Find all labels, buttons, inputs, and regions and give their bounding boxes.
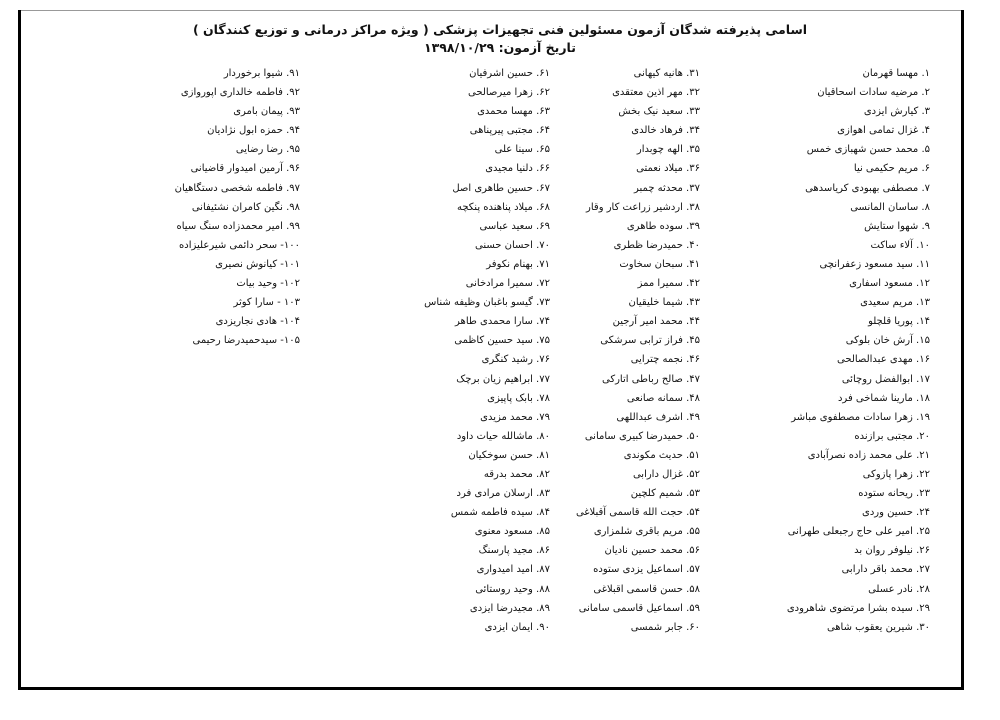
list-item: ۶۴. مجتبی پیرپناهی (469, 125, 550, 137)
list-item: ۱۰۲- وحید بیات (236, 278, 300, 290)
list-item: ۷۱. بهنام نکوفر (486, 258, 550, 270)
list-item: ۵۵. مریم باقری شلمزاری (593, 526, 700, 538)
list-item: ۱۰۱- کیانوش نصیری (215, 258, 300, 270)
list-item: ۸۹. مجیدرضا ایزدی (469, 602, 550, 614)
list-item: ۱۰۵- سیدحمیدرضا رحیمی (192, 335, 300, 347)
list-item: ۶۳. مهسا محمدی (477, 106, 550, 118)
list-item: ۹۶. آرمین امیدوار قاضیانی (190, 163, 300, 175)
list-item: ۴۲. سمیرا ممز (637, 278, 700, 290)
list-item: ۳۵. الهه چوبدار (636, 144, 700, 156)
list-item: ۵۷. اسماعیل یزدی ستوده (593, 564, 700, 576)
list-item: ۲. مرضیه سادات اسحاقیان (817, 87, 930, 99)
list-item: ۶۶. دلنیا مجیدی (485, 163, 550, 175)
exam-date: تاریخ آزمون: ۱۳۹۸/۱۰/۲۹ (424, 40, 576, 55)
list-item: ۶۰. جابر شمسی (630, 621, 700, 633)
list-item: ۷۵. سید حسین کاظمی (454, 335, 550, 347)
list-item: ۱۵. آرش خان بلوکی (845, 335, 930, 347)
list-item: ۸۱. حسن سوخکیان (468, 449, 550, 461)
list-item: ۸۸. وحید روستائی (475, 583, 550, 595)
list-item: ۴۴. محمد امیر آرجین (612, 316, 700, 328)
list-item: ۸۵. مسعود معنوی (474, 526, 550, 538)
list-item: ۵۰. حمیدرضا کبیری سامانی (584, 430, 700, 442)
list-item: ۲۸. نادر عسلی (868, 583, 930, 595)
list-item: ۵۸. حسن قاسمی اقبلاغی (593, 583, 700, 595)
list-item: ۱۹. زهرا سادات مصطفوی مباشر (791, 411, 930, 423)
document-title: اسامی پذیرفته شدگان آزمون مسئولین فنی تجهیزات پزشکی ( ویژه مراکز درمانی و توزیع کنندگان ) (192, 22, 808, 37)
list-item: ۴۶. نجمه چترایی (630, 354, 700, 366)
list-item: ۲۳. ریحانه ستوده (858, 488, 930, 500)
list-item: ۴۳. شیما خلیقیان (628, 297, 700, 309)
list-item: ۷۲. سمیرا مرادخانی (465, 278, 550, 290)
list-item: ۵۳. شمیم کلچین (630, 488, 700, 500)
list-item: ۴۵. فراز ترابی سرشکی (600, 335, 700, 347)
list-item: ۱. مهسا قهرمان (862, 68, 930, 79)
list-item: ۷۸. بابک پاپیزی (487, 392, 550, 404)
list-item: ۱۰۳ - سارا کوثر (233, 297, 300, 309)
list-item: ۸۷. امید امیدواری (476, 564, 550, 576)
list-item: ۴۷. صالح رباطی اتارکی (602, 373, 700, 385)
list-item: ۳۶. میلاد نعمتی (636, 163, 700, 175)
list-item: ۶۲. زهرا میرصالحی (468, 87, 550, 99)
list-item: ۷۰. احسان حسنی (474, 239, 550, 251)
list-item: ۸. ساسان المانسی (850, 201, 930, 213)
list-item: ۳۱. هانیه کیهانی (633, 68, 700, 79)
list-item: ۹۲. فاطمه خالداری اپوروازی (180, 87, 300, 99)
list-item: ۱۰. آلاء ساکت (870, 239, 930, 251)
list-item: ۴۹. اشرف عبداللهی (616, 411, 700, 423)
names-column-1 (730, 64, 930, 637)
list-item: ۲۵. امیر علی حاج رجبعلی طهرانی (787, 526, 930, 538)
list-item: ۸۳. ارسلان مرادی فرد (456, 488, 550, 500)
list-item: ۲۲. زهرا پازوکی (862, 468, 930, 480)
list-item: ۸۲. محمد بدرقه (483, 468, 550, 480)
list-item: ۵۶. محمد حسین نادیان (604, 545, 700, 557)
list-item: ۵۲. غزال دارابی (632, 468, 700, 480)
list-item: ۴۸. سمانه صانعی (626, 392, 700, 404)
list-item: ۸۴. سیده فاطمه شمس (450, 507, 550, 519)
list-item: ۳۳. سعید نیک بخش (618, 106, 700, 118)
list-item: ۶۷. حسین طاهری اصل (452, 182, 550, 194)
list-item: ۲۱. علی محمد زاده نصرآبادی (807, 449, 930, 461)
list-item: ۱۰۰- سحر دائمی شیرعلیزاده (179, 239, 300, 251)
list-item: ۳۷. محدثه چمبر (634, 182, 700, 194)
list-item: ۸۶. مجید پارسنگ (478, 545, 550, 557)
list-item: ۴. غزال تمامی اهوازی (837, 125, 930, 137)
list-item: ۳۴. فرهاد خالدی (631, 125, 700, 137)
list-item: ۲۰. مجتبی برازنده (854, 430, 930, 442)
list-item: ۲۴. حسین وردی (862, 507, 930, 519)
list-item: ۲۶. نیلوفر روان بد (854, 545, 930, 557)
list-item: ۹۴. حمزه ابول نژادیان (207, 125, 300, 137)
names-column-3 (350, 64, 550, 637)
list-item: ۵۴. حجت الله قاسمی آقبلاغی (575, 507, 700, 519)
list-item: ۴۱. سبحان سخاوت (619, 258, 700, 270)
list-item: ۷۴. سارا محمدی طاهر (455, 316, 550, 328)
list-item: ۷۶. رشید کنگری (481, 354, 550, 366)
list-item: ۱۱. سید مسعود زعفرانچی (819, 258, 930, 270)
list-item: ۹۷. فاطمه شخصی دستگاهیان (174, 182, 300, 194)
list-item: ۷۷. ابراهیم زیان برچک (456, 373, 550, 385)
list-item: ۶۸. میلاد پناهنده پنکچه (456, 201, 550, 213)
list-item: ۹. شهوا ستایش (864, 220, 930, 232)
list-item: ۸۰. ماشالله حیات داود (456, 430, 550, 442)
list-item: ۷۳. گیسو باغبان وظیفه شناس (424, 297, 550, 309)
list-item: ۱۷. ابوالفضل روچائی (841, 373, 930, 385)
list-item: ۱۶. مهدی عبدالصالحی (837, 354, 930, 366)
list-item: ۹۰. ایمان ایزدی (484, 621, 550, 633)
list-item: ۹۳. پیمان بامری (233, 106, 300, 118)
list-item: ۷. مصطفی بهبودی کریاسدهی (805, 182, 930, 194)
list-item: ۶۱. حسین اشرفیان (469, 68, 550, 79)
list-item: ۷۹. محمد مزیدی (480, 411, 550, 423)
list-item: ۳. کیارش ایزدی (863, 106, 930, 118)
list-item: ۳۹. سوده طاهری (626, 220, 700, 232)
list-item: ۶. مریم حکیمی نیا (853, 163, 930, 175)
list-item: ۲۹. سیده بشرا مرتضوی شاهرودی (786, 602, 930, 614)
list-item: ۵. محمد حسن شهبازی خمس (806, 144, 930, 156)
list-item: ۱۳. مریم سعیدی (860, 297, 930, 309)
list-item: ۱۴. پوریا قلچلو (868, 316, 930, 328)
list-item: ۹۸. نگین کامران نشئیفانی (191, 201, 300, 213)
list-item: ۳۲. مهر اذین معتقدی (612, 87, 700, 99)
list-item: ۱۰۴- هادی نجاریزدی (215, 316, 300, 328)
list-item: ۵۹. اسماعیل قاسمی سامانی (578, 602, 700, 614)
list-item: ۹۹. امیر محمدزاده سنگ سیاه (176, 220, 300, 232)
list-item: ۴۰. حمیدرضا ظطری (613, 239, 700, 251)
list-item: ۹۱. شیوا برخوردار (223, 68, 300, 79)
list-item: ۶۵. سینا علی (494, 144, 550, 156)
list-item: ۲۷. محمد باقر دارابی (841, 564, 930, 576)
list-item: ۳۸. اردشیر زراعت کار وقار (586, 201, 700, 213)
list-item: ۵۱. حدیث مکوندی (623, 449, 700, 461)
list-item: ۹۵. رضا رضایی (235, 144, 300, 156)
list-item: ۱۲. مسعود اسفاری (849, 278, 930, 290)
names-column-4 (100, 64, 300, 350)
list-item: ۶۹. سعید عباسی (479, 220, 550, 232)
list-item: ۳۰. شیرین یعقوب شاهی (826, 621, 930, 633)
list-item: ۱۸. مارینا شماخی فرد (837, 392, 930, 404)
